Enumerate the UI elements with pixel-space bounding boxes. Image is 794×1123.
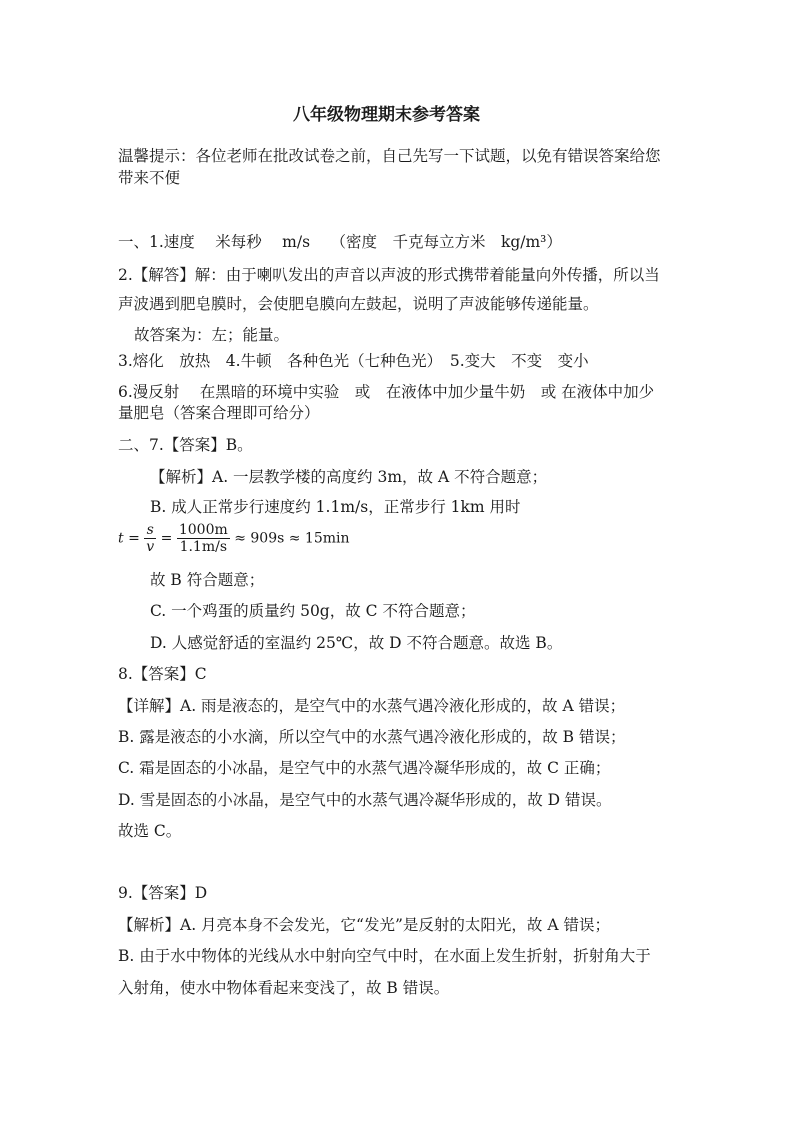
formula-fraction-s-over-v [144, 522, 156, 555]
answer-q2-line-2: 声波遇到肥皂膜时，会使肥皂膜向左鼓起，说明了声波能够传递能量。 [118, 295, 599, 313]
answer-q7-a: 【解析】A. 一层教学楼的高度约 3m，故 A 不符合题意； [150, 468, 548, 486]
answer-q9-b-line-1: B. 由于水中物体的光线从水中射向空气中时，在水面上发生折射，折射角大于 [118, 947, 651, 965]
formula-fraction-values [177, 522, 230, 555]
answer-q8-d: D. 雪是固态的小冰晶，是空气中的水蒸气遇冷凝华形成的，故 D 错误。 [118, 791, 612, 809]
formula-denominator: 1.1m/s [179, 539, 228, 555]
answer-q9-b-line-2: 入射角，使水中物体看起来变浅了，故 B 错误。 [118, 979, 450, 997]
answer-q8-b: B. 露是液态的小水滴，所以空气中的水蒸气遇冷液化形成的，故 B 错误； [118, 728, 626, 746]
formula-equals-1: = [128, 530, 140, 547]
answer-q9-a: 【解析】A. 月亮本身不会发光，它“发光”是反射的太阳光，故 A 错误； [118, 916, 610, 934]
answer-q9: 9.【答案】D [118, 884, 208, 902]
formula-equals-2: = [160, 530, 173, 547]
formula-s: s [144, 522, 156, 539]
answer-q7-b: B. 成人正常步行速度约 1.1m/s，正常步行 1km 用时 [150, 498, 521, 516]
speed-time-formula [118, 522, 350, 555]
answer-q8-c: C. 霜是固态的小冰晶，是空气中的水蒸气遇冷凝华形成的，故 C 正确； [118, 759, 611, 777]
answer-q7: 二、7.【答案】B。 [118, 436, 253, 454]
answer-q3-5: 3.熔化 放热 4.牛顿 各种色光（七种色光） 5.变大 不变 变小 [118, 352, 589, 370]
formula-v: v [146, 539, 155, 555]
tip-line-2: 带来不便 [118, 169, 181, 187]
answer-q7-c: C. 一个鸡蛋的质量约 50g，故 C 不符合题意； [150, 602, 476, 620]
formula-t: t [118, 530, 124, 547]
formula-numerator: 1000m [178, 522, 228, 538]
answer-q6-line-1: 6.漫反射 在黑暗的环境中实验 或 在液体中加少量牛奶 或 在液体中加少 [118, 383, 655, 401]
answer-q1: 一、1.速度 米每秒 m/s （密度 千克每立方米 kg/m³） [118, 233, 562, 251]
answer-q2-line-1: 2.【解答】解：由于喇叭发出的声音以声波的形式携带着能量向外传播，所以当 [118, 266, 660, 284]
answer-q8: 8.【答案】C [118, 665, 207, 683]
document-title: 八年级物理期末参考答案 [293, 105, 480, 125]
answer-q8-end: 故选 C。 [118, 822, 182, 840]
tip-line-1: 温馨提示：各位老师在批改试卷之前，自己先写一下试题，以免有错误答案给您 [118, 147, 661, 165]
answer-q7-b2: 故 B 符合题意； [150, 571, 265, 589]
formula-result: ≈ 909s ≈ 15min [234, 530, 350, 547]
answer-q7-d: D. 人感觉舒适的室温约 25℃，故 D 不符合题意。故选 B。 [150, 634, 563, 652]
answer-q6-line-2: 量肥皂（答案合理即可给分） [118, 404, 320, 422]
answer-q2-line-3: 故答案为：左；能量。 [134, 326, 290, 344]
answer-q8-a: 【详解】A. 雨是液态的，是空气中的水蒸气遇冷液化形成的，故 A 错误； [118, 697, 626, 715]
